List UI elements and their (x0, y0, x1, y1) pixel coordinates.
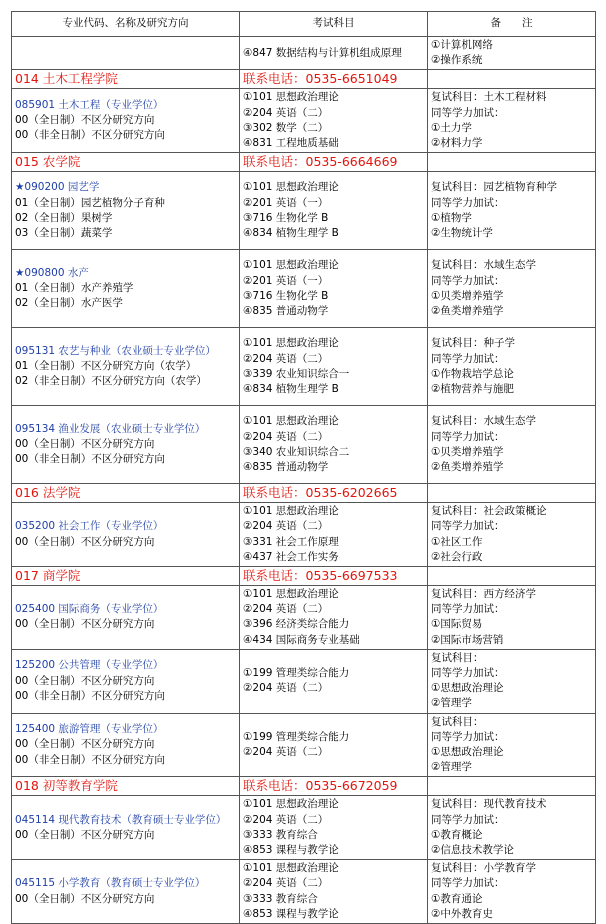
header-exam-subjects: 考试科目 (240, 12, 428, 37)
exam-subject: ②204 英语（二） (243, 106, 329, 119)
major-row (12, 713, 596, 777)
school-empty-cell (428, 777, 596, 796)
exam-subjects-cell (240, 406, 428, 484)
note-line: ①国际贸易 (431, 618, 483, 631)
school-empty-cell (428, 484, 596, 503)
school-name: 016 法学院 (15, 485, 81, 501)
major-title: 085901 土木工程（专业学位） (15, 99, 164, 111)
notes-cell (428, 860, 596, 924)
exam-subject: ④834 植物生理学 B (243, 226, 339, 239)
major-row (12, 250, 596, 328)
research-direction: 00（全日制）不区分研究方向 (15, 828, 155, 841)
research-direction: 00（全日制）不区分研究方向 (15, 738, 155, 751)
note-line: 同等学力加试： (431, 667, 505, 680)
exam-subject: ①199 管理类综合能力 (243, 730, 350, 743)
major-title: 035200 社会工作（专业学位） (15, 520, 164, 533)
research-direction: 01（全日制）不区分研究方向（农学） (15, 360, 197, 373)
note-line: ②植物营养与施肥 (431, 382, 514, 395)
exam-subject: ②204 英语（二） (243, 352, 329, 365)
major-row (12, 649, 596, 713)
exam-subject: ①101 思想政治理论 (243, 588, 339, 601)
note-line: ②信息技术教学论 (431, 844, 514, 857)
note-line: ②管理学 (431, 697, 472, 710)
major-cell (12, 503, 240, 567)
note-line: 复试科目：小学教育学 (431, 862, 536, 875)
exam-subject: ④835 普通动物学 (243, 304, 329, 317)
exam-subject: ④853 课程与教学论 (243, 907, 339, 920)
school-phone: 联系电话：0535-6697533 (243, 568, 398, 584)
research-direction: 00（全日制）不区分研究方向 (15, 438, 155, 451)
major-cell (12, 796, 240, 860)
note-line: ②鱼类增养殖学 (431, 460, 504, 473)
notes-cell (428, 503, 596, 567)
school-phone: 联系电话：0535-6664669 (243, 154, 398, 170)
exam-subject: ③333 教育综合 (243, 828, 318, 841)
note-line: ②国际市场营销 (431, 633, 504, 646)
note-line: ①贝类增养殖学 (431, 289, 504, 302)
note-line: 复试科目：社会政策概论 (431, 505, 547, 518)
exam-subjects-cell (240, 649, 428, 713)
major-title: 095134 渔业发展（农业硕士专业学位） (15, 422, 206, 435)
note-line: ①思想政治理论 (431, 746, 504, 759)
research-direction: 02（全日制）果树学 (15, 211, 113, 224)
exam-subject: ①101 思想政治理论 (243, 798, 339, 811)
exam-subject: ②204 英语（二） (243, 430, 329, 443)
major-title: 045115 小学教育（教育硕士专业学位） (15, 877, 206, 890)
school-name: 017 商学院 (15, 568, 81, 584)
school-row (12, 153, 596, 172)
exam-subjects-cell (240, 172, 428, 250)
school-phone: 联系电话：0535-6672059 (243, 778, 398, 794)
major-title: 095131 农艺与种业（农业硕士专业学位） (15, 344, 216, 357)
school-name: 015 农学院 (15, 154, 81, 170)
note-line: ②生物统计学 (431, 226, 493, 239)
major-cell (12, 406, 240, 484)
note-line: 复试科目：土木工程材料 (431, 91, 547, 104)
research-direction: 00（非全日制）不区分研究方向 (15, 689, 165, 702)
notes-cell (428, 796, 596, 860)
school-phone: 联系电话：0535-6202665 (243, 485, 398, 501)
notes-cell (428, 89, 596, 153)
exam-subject: ③716 生物化学 B (243, 289, 329, 302)
note-line: 同等学力加试： (431, 106, 505, 119)
exam-subject: ③339 农业知识综合一 (243, 367, 350, 380)
header-notes: 备 注 (428, 12, 596, 37)
note-line: 复试科目：西方经济学 (431, 588, 536, 601)
exam-subject: ②204 英语（二） (243, 682, 329, 695)
note-line: ①植物学 (431, 211, 472, 224)
notes-cell (428, 586, 596, 650)
header-row (12, 12, 596, 37)
major-cell (12, 586, 240, 650)
exam-subjects-cell (240, 860, 428, 924)
exam-subjects-cell (240, 503, 428, 567)
exam-subjects-cell (240, 796, 428, 860)
exam-subjects-cell (240, 250, 428, 328)
exam-subject: ③340 农业知识综合二 (243, 445, 350, 458)
school-row (12, 777, 596, 796)
school-name-cell (12, 777, 240, 796)
major-title: ★090200 园艺学 (15, 181, 100, 194)
note-line: 同等学力加试： (431, 730, 505, 743)
school-phone-cell (240, 70, 428, 89)
note-line: ②鱼类增养殖学 (431, 304, 504, 317)
note-line: 复试科目：水域生态学 (431, 415, 536, 428)
exam-subject: ②204 英语（二） (243, 520, 329, 533)
major-row (12, 172, 596, 250)
exam-subjects-cell (240, 328, 428, 406)
research-direction: 00（全日制）不区分研究方向 (15, 535, 155, 548)
exam-subject: ④434 国际商务专业基础 (243, 633, 360, 646)
note-line: ②管理学 (431, 761, 472, 774)
school-empty-cell (428, 153, 596, 172)
school-name-cell (12, 484, 240, 503)
major-cell (12, 860, 240, 924)
note-line: 同等学力加试： (431, 274, 505, 287)
major-title: 045114 现代教育技术（教育硕士专业学位） (15, 813, 227, 826)
major-cell (12, 328, 240, 406)
exam-subjects-cell (240, 713, 428, 777)
major-row (12, 586, 596, 650)
exam-subject: ①199 管理类综合能力 (243, 667, 350, 680)
exam-subject: ①101 思想政治理论 (243, 91, 339, 104)
major-row (12, 406, 596, 484)
exam-subject: ④847 数据结构与计算机组成原理 (243, 46, 402, 59)
exam-subject: ①101 思想政治理论 (243, 415, 339, 428)
note-line: ①教育通论 (431, 892, 483, 905)
school-name-cell (12, 70, 240, 89)
major-row (12, 328, 596, 406)
exam-subject: ②204 英语（二） (243, 603, 329, 616)
exam-subject: ③333 教育综合 (243, 892, 318, 905)
school-name: 018 初等教育学院 (15, 778, 118, 794)
note-line: 复试科目： (431, 651, 484, 664)
research-direction: 01（全日制）园艺植物分子育种 (15, 196, 165, 209)
note-line: 同等学力加试： (431, 877, 505, 890)
major-row (12, 503, 596, 567)
research-direction: 00（非全日制）不区分研究方向 (15, 129, 165, 142)
exam-subject: ③396 经济类综合能力 (243, 618, 350, 631)
note-line: 复试科目：种子学 (431, 337, 515, 350)
school-name-cell (12, 153, 240, 172)
exam-subject: ②204 英语（二） (243, 877, 329, 890)
note-line: ①思想政治理论 (431, 682, 504, 695)
research-direction: 00（全日制）不区分研究方向 (15, 114, 155, 127)
note-line: ①教育概论 (431, 828, 483, 841)
note-line: ②操作系统 (431, 54, 483, 67)
school-row (12, 484, 596, 503)
major-cell (12, 89, 240, 153)
exam-subject: ②204 英语（二） (243, 746, 329, 759)
notes-cell (428, 406, 596, 484)
note-line: ①贝类增养殖学 (431, 445, 504, 458)
major-title: ★090800 水产 (15, 266, 89, 279)
major-cell (12, 37, 240, 70)
notes-cell (428, 250, 596, 328)
school-row (12, 70, 596, 89)
note-line: 同等学力加试： (431, 352, 505, 365)
school-phone-cell (240, 777, 428, 796)
note-line: 同等学力加试： (431, 196, 505, 209)
note-line: ①作物栽培学总论 (431, 367, 514, 380)
exam-subject: ①101 思想政治理论 (243, 505, 339, 518)
exam-subject: ③302 数学（二） (243, 121, 329, 134)
exam-subject: ③331 社会工作原理 (243, 535, 339, 548)
exam-subject: ④853 课程与教学论 (243, 844, 339, 857)
note-line: 复试科目： (431, 715, 484, 728)
note-line: 复试科目：水域生态学 (431, 259, 536, 272)
school-empty-cell (428, 70, 596, 89)
header-major: 专业代码、名称及研究方向 (12, 12, 240, 37)
research-direction: 00（非全日制）不区分研究方向 (15, 753, 165, 766)
note-line: ②材料力学 (431, 137, 483, 150)
school-empty-cell (428, 567, 596, 586)
research-direction: 00（非全日制）不区分研究方向 (15, 453, 165, 466)
major-cell (12, 172, 240, 250)
note-line: 复试科目：现代教育技术 (431, 798, 547, 811)
school-row (12, 567, 596, 586)
note-line: ②社会行政 (431, 550, 483, 563)
research-direction: 00（全日制）不区分研究方向 (15, 618, 155, 631)
exam-subject: ④834 植物生理学 B (243, 382, 339, 395)
research-direction: 00（全日制）不区分研究方向 (15, 892, 155, 905)
note-line: 复试科目：园艺植物育种学 (431, 181, 557, 194)
school-phone-cell (240, 567, 428, 586)
major-row (12, 860, 596, 924)
exam-subject: ④831 工程地质基础 (243, 137, 339, 150)
notes-cell (428, 713, 596, 777)
major-cell (12, 649, 240, 713)
note-line: ①土力学 (431, 121, 472, 134)
exam-subjects-cell (240, 586, 428, 650)
exam-subject: ①101 思想政治理论 (243, 259, 339, 272)
school-phone-cell (240, 484, 428, 503)
major-cell (12, 250, 240, 328)
school-name-cell (12, 567, 240, 586)
major-title: 125200 公共管理（专业学位） (15, 659, 164, 672)
note-line: ①社区工作 (431, 535, 483, 548)
note-line: 同等学力加试： (431, 603, 505, 616)
research-direction: 00（全日制）不区分研究方向 (15, 674, 155, 687)
major-title: 125400 旅游管理（专业学位） (15, 723, 164, 736)
research-direction: 02（非全日制）不区分研究方向（农学） (15, 375, 207, 388)
exam-subject: ④835 普通动物学 (243, 460, 329, 473)
notes-cell (428, 649, 596, 713)
major-cell (12, 713, 240, 777)
exam-subject: ①101 思想政治理论 (243, 862, 339, 875)
research-direction: 01（全日制）水产养殖学 (15, 282, 134, 295)
exam-subject: ③716 生物化学 B (243, 211, 329, 224)
admissions-table (11, 11, 596, 924)
school-phone-cell (240, 153, 428, 172)
major-row (12, 37, 596, 70)
major-row (12, 796, 596, 860)
major-row (12, 89, 596, 153)
note-line: 同等学力加试： (431, 520, 505, 533)
exam-subject: ②201 英语（一） (243, 274, 329, 287)
note-line: ②中外教育史 (431, 907, 493, 920)
exam-subject: ②204 英语（二） (243, 813, 329, 826)
exam-subjects-cell (240, 89, 428, 153)
major-title: 025400 国际商务（专业学位） (15, 603, 164, 616)
exam-subject: ④437 社会工作实务 (243, 550, 339, 563)
research-direction: 02（全日制）水产医学 (15, 297, 123, 310)
exam-subject: ①101 思想政治理论 (243, 337, 339, 350)
exam-subject: ②201 英语（一） (243, 196, 329, 209)
school-name: 014 土木工程学院 (15, 71, 118, 87)
research-direction: 03（全日制）蔬菜学 (15, 226, 113, 239)
school-phone: 联系电话：0535-6651049 (243, 71, 398, 87)
notes-cell (428, 172, 596, 250)
notes-cell (428, 328, 596, 406)
note-line: 同等学力加试： (431, 430, 505, 443)
exam-subjects-cell (240, 37, 428, 70)
note-line: 同等学力加试： (431, 813, 505, 826)
note-line: ①计算机网络 (431, 39, 493, 51)
notes-cell (428, 37, 596, 70)
exam-subject: ①101 思想政治理论 (243, 181, 339, 194)
